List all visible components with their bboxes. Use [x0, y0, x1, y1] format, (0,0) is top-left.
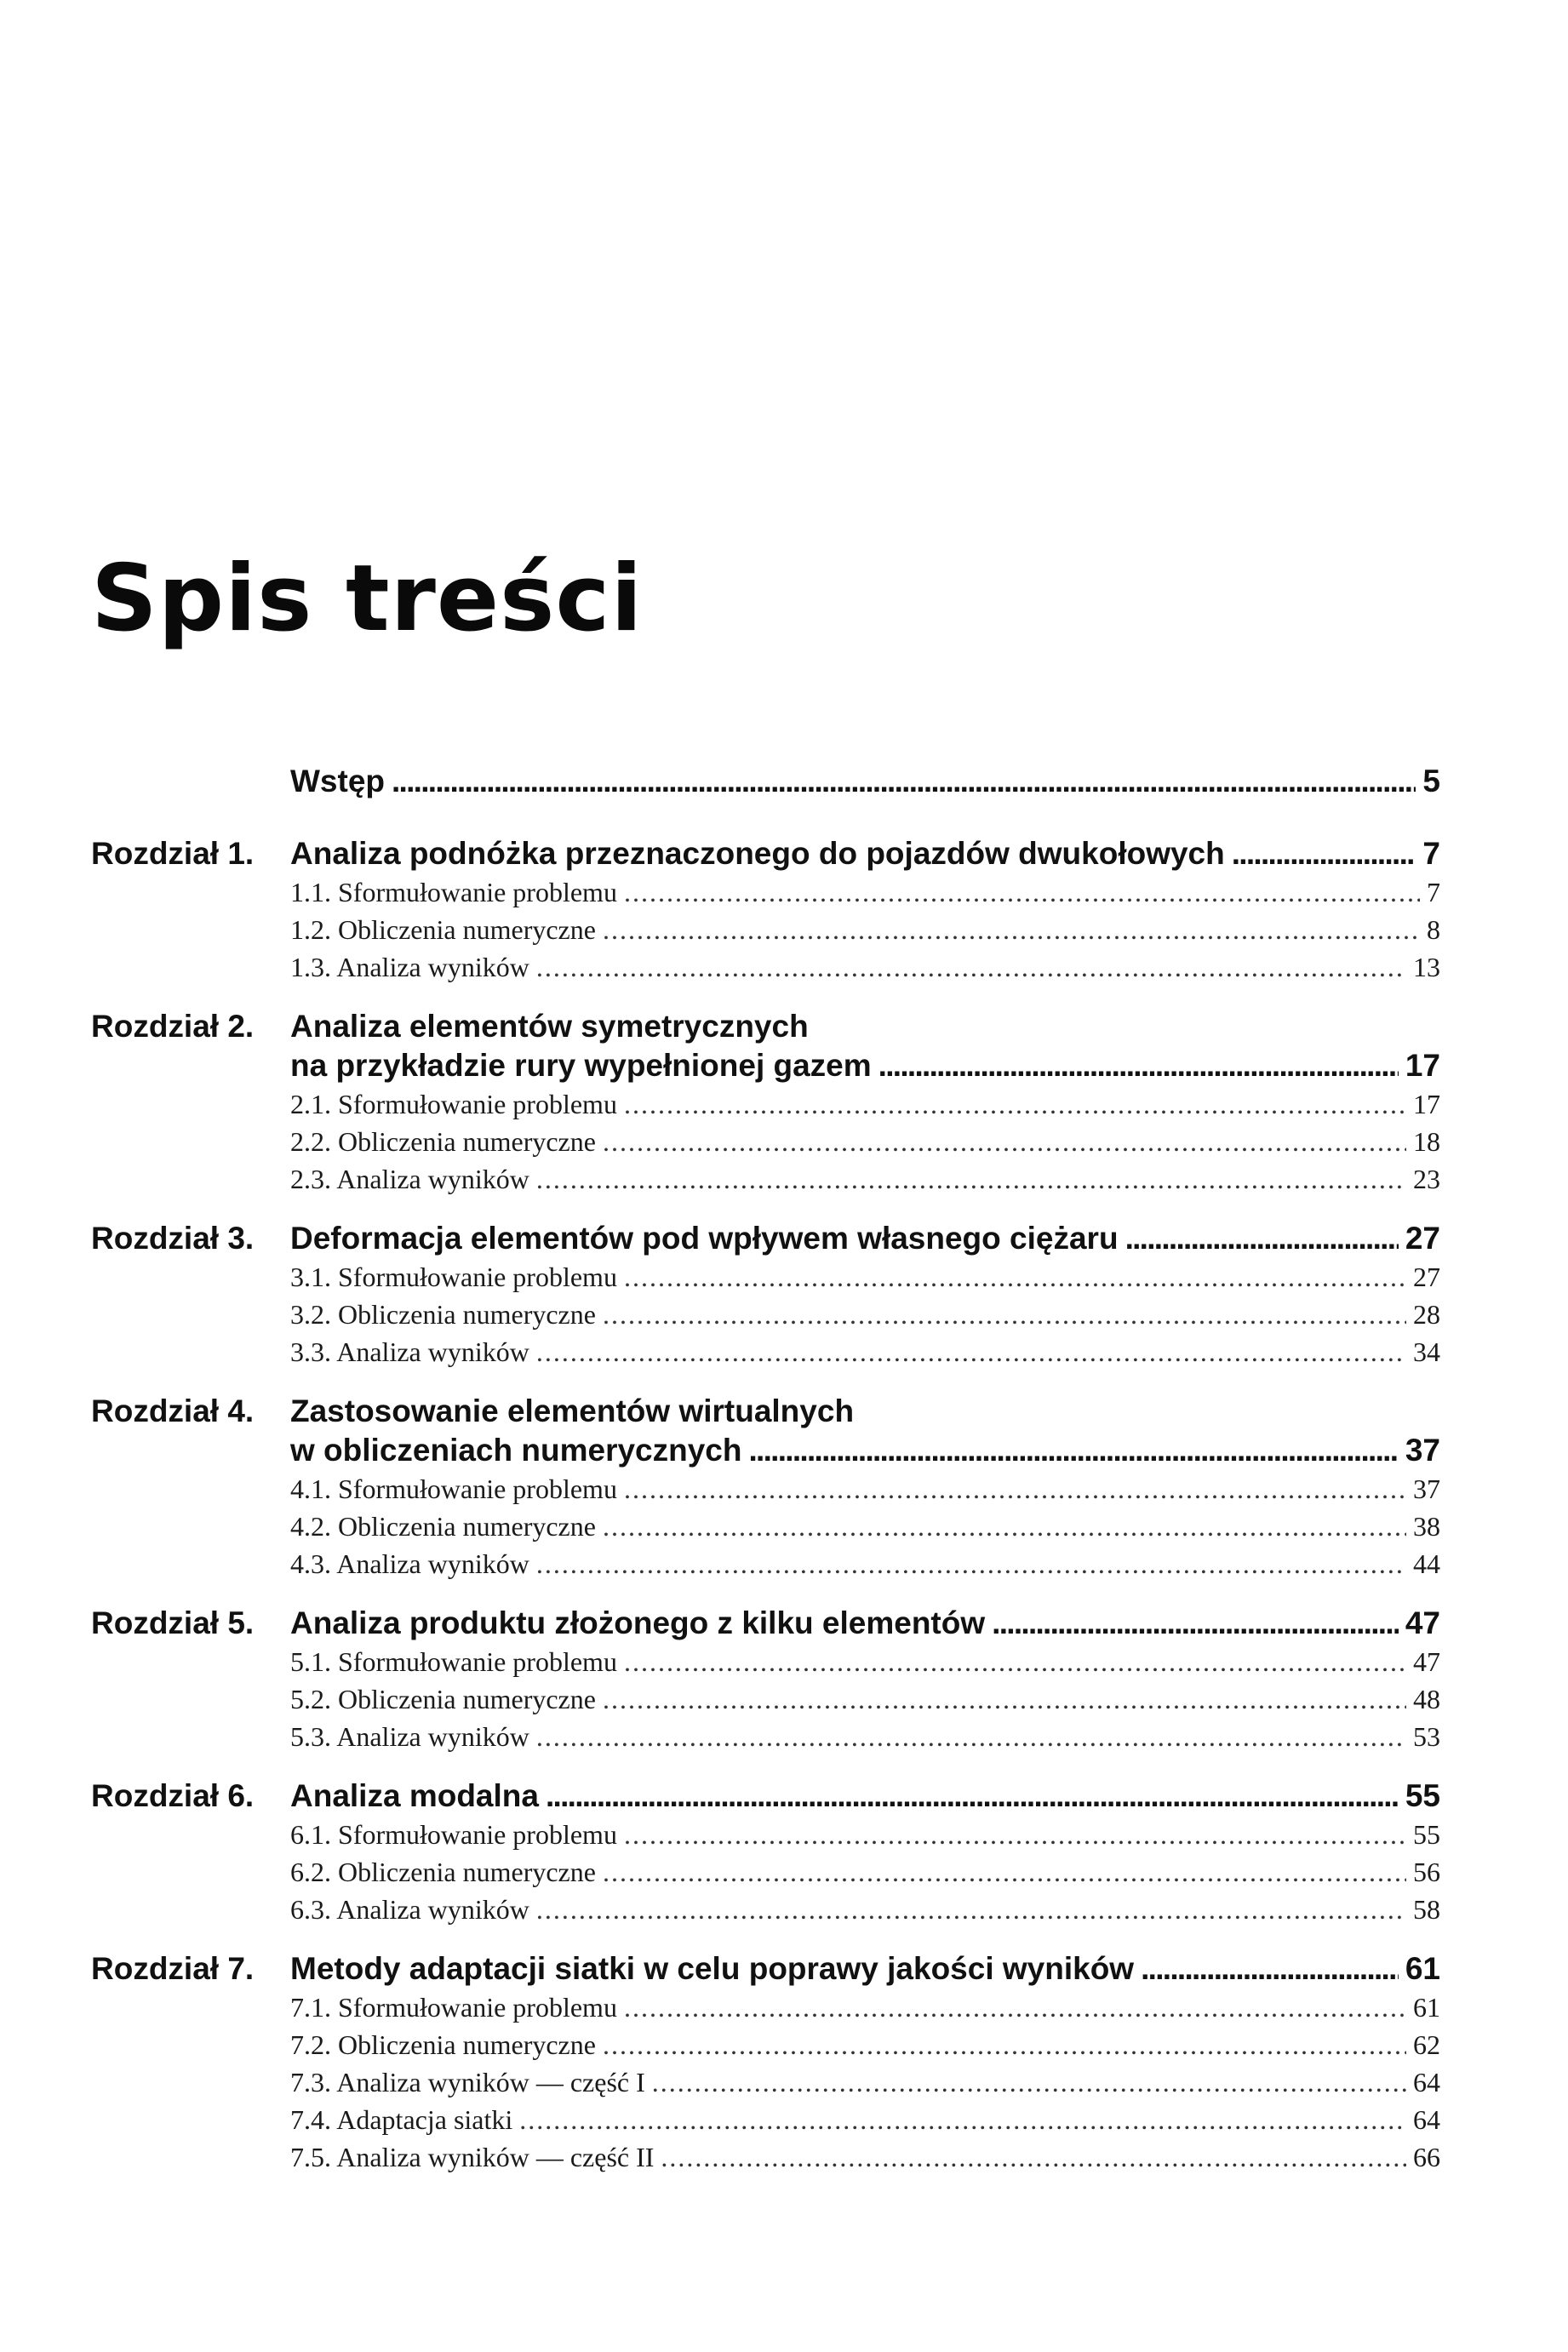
chapter-entries	[290, 1777, 1440, 1928]
chapter-title: w obliczeniach numerycznych	[290, 1433, 742, 1468]
dot-leader	[603, 1123, 1406, 1160]
dot-leader	[546, 1777, 1399, 1816]
dot-leader	[624, 1643, 1406, 1680]
section-entry	[290, 1123, 1440, 1160]
section-title: 2.2. Obliczenia numeryczne	[290, 1126, 596, 1157]
dot-leader	[603, 1508, 1406, 1545]
section-entry	[290, 1816, 1440, 1853]
section-title: 6.3. Analiza wyników	[290, 1894, 529, 1925]
dot-leader	[519, 2101, 1406, 2138]
section-title: 5.1. Sformułowanie problemu	[290, 1646, 617, 1677]
chapter-label: Rozdział 5.	[91, 1605, 255, 1640]
section-page: 23	[1413, 1164, 1440, 1194]
chapter-heading	[290, 1777, 1440, 1816]
dot-leader	[536, 1545, 1406, 1582]
section-entry	[290, 1891, 1440, 1928]
section-page: 64	[1413, 2104, 1440, 2135]
page-title: Spis treści	[91, 546, 644, 652]
chapter-entries	[290, 1949, 1440, 2176]
dot-leader	[624, 1816, 1406, 1853]
section-entry	[290, 1680, 1440, 1718]
toc-intro	[91, 762, 1440, 813]
section-title: 7.5. Analiza wyników — część II	[290, 2142, 655, 2172]
section-page: 56	[1413, 1857, 1440, 1887]
section-page: 44	[1413, 1548, 1440, 1579]
toc-chapter	[91, 1219, 1440, 1371]
section-entry	[290, 1989, 1440, 2026]
section-entry	[290, 1333, 1440, 1371]
toc-chapter	[91, 834, 1440, 986]
dot-leader	[661, 2138, 1406, 2176]
chapter-title: Analiza produktu złożonego z kilku elementów	[290, 1605, 986, 1640]
chapter-page: 55	[1405, 1778, 1440, 1813]
chapter-entries	[290, 1604, 1440, 1755]
section-page: 7	[1427, 877, 1440, 907]
section-page: 66	[1413, 2142, 1440, 2172]
chapter-label: Rozdział 2.	[91, 1009, 255, 1044]
section-page: 53	[1413, 1721, 1440, 1752]
section-entry	[290, 948, 1440, 986]
chapter-heading	[290, 834, 1440, 873]
toc-chapter	[91, 1604, 1440, 1755]
section-entry	[290, 2063, 1440, 2101]
section-page: 13	[1413, 952, 1440, 982]
dot-leader	[748, 1431, 1398, 1470]
chapter-title: Analiza podnóżka przeznaczonego do pojazdów dwukołowych	[290, 836, 1225, 871]
dot-leader	[1141, 1949, 1399, 1989]
section-title: 4.2. Obliczenia numeryczne	[290, 1511, 596, 1542]
dot-leader	[536, 1160, 1406, 1198]
section-title: 4.1. Sformułowanie problemu	[290, 1474, 617, 1504]
chapter-title: Deformacja elementów pod wpływem własnego ciężaru	[290, 1221, 1119, 1256]
chapter-entries	[290, 834, 1440, 986]
chapter-heading	[290, 1949, 1440, 1989]
chapter-page: 27	[1405, 1221, 1440, 1256]
chapter-page: 47	[1405, 1605, 1440, 1640]
chapter-heading	[290, 1431, 1440, 1470]
section-title: 5.3. Analiza wyników	[290, 1721, 529, 1752]
section-page: 61	[1413, 1992, 1440, 2023]
section-page: 62	[1413, 2029, 1440, 2060]
section-title: 6.2. Obliczenia numeryczne	[290, 1857, 596, 1887]
section-title: 5.2. Obliczenia numeryczne	[290, 1684, 596, 1714]
dot-leader	[652, 2063, 1406, 2101]
dot-leader	[878, 1046, 1399, 1085]
chapter-list	[91, 834, 1440, 2176]
section-entry	[290, 1085, 1440, 1123]
dot-leader	[624, 873, 1420, 911]
section-entry	[290, 1718, 1440, 1755]
dot-leader	[624, 1989, 1406, 2026]
chapter-page: 37	[1405, 1433, 1440, 1468]
section-entry	[290, 873, 1440, 911]
chapter-title-line: Analiza elementów symetrycznych	[290, 1009, 809, 1044]
section-entry	[290, 2138, 1440, 2176]
dot-leader	[624, 1085, 1406, 1123]
chapter-page: 7	[1422, 836, 1440, 871]
section-page: 37	[1413, 1474, 1440, 1504]
toc-chapter	[91, 1007, 1440, 1198]
section-title: 3.3. Analiza wyników	[290, 1336, 529, 1367]
section-page: 17	[1413, 1089, 1440, 1119]
table-of-contents	[91, 762, 1440, 2176]
section-title: 1.1. Sformułowanie problemu	[290, 877, 617, 907]
chapter-label: Rozdział 6.	[91, 1778, 255, 1813]
chapter-page: 61	[1405, 1951, 1440, 1986]
chapter-heading	[290, 1219, 1440, 1258]
dot-leader	[624, 1470, 1406, 1508]
section-page: 34	[1413, 1336, 1440, 1367]
section-title: 4.3. Analiza wyników	[290, 1548, 529, 1579]
dot-leader	[603, 911, 1420, 948]
section-page: 47	[1413, 1646, 1440, 1677]
chapter-heading	[290, 1604, 1440, 1643]
section-title: 7.4. Adaptacja siatki	[290, 2104, 513, 2135]
dot-leader	[603, 2026, 1406, 2063]
section-page: 38	[1413, 1511, 1440, 1542]
dot-leader	[603, 1853, 1406, 1891]
section-page: 64	[1413, 2067, 1440, 2097]
section-entry	[290, 1545, 1440, 1582]
section-title: 2.1. Sformułowanie problemu	[290, 1089, 617, 1119]
dot-leader	[536, 1333, 1406, 1371]
dot-leader	[603, 1296, 1406, 1333]
toc-chapter	[91, 1777, 1440, 1928]
section-entry	[290, 1160, 1440, 1198]
chapter-page: 17	[1405, 1048, 1440, 1083]
section-page: 27	[1413, 1262, 1440, 1292]
dot-leader	[536, 1891, 1406, 1928]
chapter-title: na przykładzie rury wypełnionej gazem	[290, 1048, 872, 1083]
dot-leader	[1232, 834, 1416, 873]
dot-leader	[603, 1680, 1406, 1718]
section-title: 3.2. Obliczenia numeryczne	[290, 1299, 596, 1330]
intro-entry	[290, 762, 1440, 801]
chapter-label: Rozdział 3.	[91, 1221, 255, 1256]
dot-leader	[992, 1604, 1399, 1643]
section-title: 3.1. Sformułowanie problemu	[290, 1262, 617, 1292]
section-title: 1.2. Obliczenia numeryczne	[290, 914, 596, 945]
section-page: 48	[1413, 1684, 1440, 1714]
chapter-title-line: Zastosowanie elementów wirtualnych	[290, 1393, 855, 1428]
toc-chapter	[91, 1949, 1440, 2176]
section-title: 7.1. Sformułowanie problemu	[290, 1992, 617, 2023]
section-entry	[290, 911, 1440, 948]
section-entry	[290, 1643, 1440, 1680]
dot-leader	[536, 1718, 1406, 1755]
toc-chapter	[91, 1392, 1440, 1582]
intro-page: 5	[1422, 764, 1440, 798]
section-page: 58	[1413, 1894, 1440, 1925]
chapter-title: Analiza modalna	[290, 1778, 539, 1813]
chapter-label: Rozdział 7.	[91, 1951, 255, 1986]
chapter-entries	[290, 1219, 1440, 1371]
chapter-title: Metody adaptacji siatki w celu poprawy jakości wyników	[290, 1951, 1135, 1986]
section-entry	[290, 1258, 1440, 1296]
dot-leader	[1125, 1219, 1399, 1258]
section-page: 28	[1413, 1299, 1440, 1330]
section-entry	[290, 1296, 1440, 1333]
section-entry	[290, 1853, 1440, 1891]
dot-leader	[536, 948, 1406, 986]
section-title: 6.1. Sformułowanie problemu	[290, 1819, 617, 1850]
chapter-heading	[290, 1046, 1440, 1085]
section-title: 7.3. Analiza wyników — część I	[290, 2067, 645, 2097]
section-title: 7.2. Obliczenia numeryczne	[290, 2029, 596, 2060]
dot-leader	[624, 1258, 1406, 1296]
section-page: 55	[1413, 1819, 1440, 1850]
chapter-label: Rozdział 1.	[91, 836, 255, 871]
section-entry	[290, 1508, 1440, 1545]
section-entry	[290, 1470, 1440, 1508]
chapter-entries	[290, 1392, 1440, 1582]
chapter-label: Rozdział 4.	[91, 1393, 255, 1428]
chapter-entries	[290, 1007, 1440, 1198]
section-page: 8	[1427, 914, 1440, 945]
section-title: 1.3. Analiza wyników	[290, 952, 529, 982]
section-entry	[290, 2101, 1440, 2138]
section-title: 2.3. Analiza wyników	[290, 1164, 529, 1194]
dot-leader	[392, 762, 1416, 801]
section-entry	[290, 2026, 1440, 2063]
section-page: 18	[1413, 1126, 1440, 1157]
intro-title: Wstęp	[290, 764, 385, 798]
